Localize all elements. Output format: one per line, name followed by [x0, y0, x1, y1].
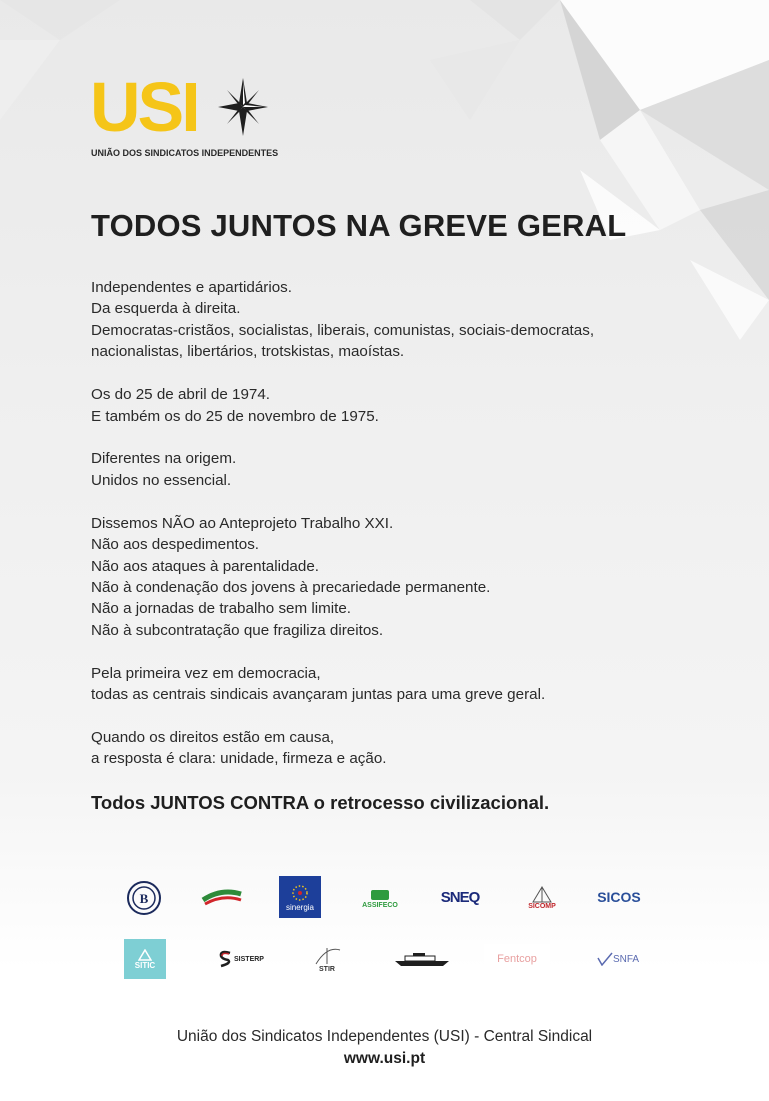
footer: [0, 1028, 769, 1068]
text-line: Quando os direitos estão em causa,: [91, 729, 335, 746]
text-line: nacionalistas, libertários, trotskistas, maoístas.: [91, 343, 405, 361]
text-line: Não aos ataques à parentalidade.: [91, 557, 319, 575]
stir-logo: [306, 940, 348, 978]
text-line: Independentes e apartidários.: [91, 279, 292, 296]
text-line: Não à condenação dos jovens à precariedade permanente.: [91, 578, 491, 596]
paragraph: [91, 384, 711, 427]
text-line: Democratas-cristãos, socialistas, liberais, comunistas, sociais-democratas,: [91, 321, 595, 339]
snfa-label: SNFA: [612, 953, 640, 965]
sitic-icon: [138, 949, 152, 961]
sicos-label: SICOS: [597, 889, 641, 905]
assifeco-icon: [369, 888, 391, 902]
paragraph: [91, 727, 711, 770]
stir-icon: [312, 946, 342, 966]
logo-wordmark: USI: [90, 68, 198, 146]
flag-swoosh-icon: [201, 886, 243, 908]
snfa-logo: [592, 948, 644, 970]
sneq-logo: [438, 886, 482, 908]
sisterp-logo: [216, 948, 266, 970]
svg-text:B: B: [139, 891, 149, 906]
fentcop-logo: [484, 944, 550, 974]
text-line: todas as centrais sindicais avançaram juntas para uma greve geral.: [91, 686, 546, 704]
closing-statement: Todos JUNTOS CONTRA o retrocesso civilizacional.: [91, 792, 550, 813]
eu-stars-icon: [290, 883, 310, 903]
sneq-label: SNEQ: [440, 888, 480, 906]
sicomp-logo: [522, 880, 562, 914]
text-line: Dissemos NÃO ao Anteprojeto Trabalho XXI.: [91, 514, 394, 532]
text-line: Pela primeira vez em democracia,: [91, 664, 321, 682]
sitic-label: SITIC: [134, 960, 156, 970]
sisterp-label: SISTERP: [234, 955, 264, 963]
paragraph: [91, 277, 711, 363]
snfa-check-icon: [597, 952, 613, 966]
sicos-logo: [596, 886, 642, 908]
fentcop-label: Fentcop: [497, 953, 537, 965]
text-line: Não à subcontratação que fragiliza direitos.: [91, 621, 384, 639]
text-line: Não a jornadas de trabalho sem limite.: [91, 600, 352, 618]
footer-organization: União dos Sindicatos Independentes (USI) - Central Sindical: [176, 1028, 593, 1045]
text-line: Unidos no essencial.: [91, 471, 232, 489]
ship-logo: [392, 950, 452, 968]
text-line: Os do 25 de abril de 1974.: [91, 386, 271, 404]
sinergia-label: sinergia: [285, 902, 314, 912]
flag-logo: [200, 884, 244, 910]
text-line: a resposta é clara: unidade, firmeza e ação.: [91, 750, 387, 768]
text-line: Diferentes na origem.: [91, 450, 237, 468]
paragraph: [91, 448, 711, 491]
assifeco-label: ASSIFECO: [362, 901, 398, 909]
paragraph: [91, 663, 711, 706]
logo-subtitle: UNIÃO DOS SINDICATOS INDEPENDENTES: [91, 148, 279, 158]
seal-logo: [124, 880, 164, 916]
text-line: Da esquerda à direita.: [91, 300, 241, 318]
seal-icon: [126, 880, 162, 916]
text-line: E também os do 25 de novembro de 1975.: [91, 407, 379, 425]
sicomp-tower-icon: [527, 885, 557, 903]
page-title: TODOS JUNTOS NA GREVE GERAL: [91, 208, 627, 243]
sicomp-label: SICOMP: [528, 902, 556, 910]
text-line: Não aos despedimentos.: [91, 536, 260, 554]
footer-website-link[interactable]: www.usi.pt: [343, 1050, 426, 1067]
sisterp-s-icon: [218, 950, 232, 968]
sitic-logo: [124, 939, 166, 979]
compass-star-icon: [218, 78, 268, 136]
assifeco-logo: [358, 884, 402, 912]
ship-icon: [393, 951, 451, 967]
sinergia-logo: [279, 876, 321, 918]
manifesto-body: [91, 277, 711, 791]
paragraph: [91, 513, 711, 641]
stir-label: STIR: [319, 965, 335, 973]
